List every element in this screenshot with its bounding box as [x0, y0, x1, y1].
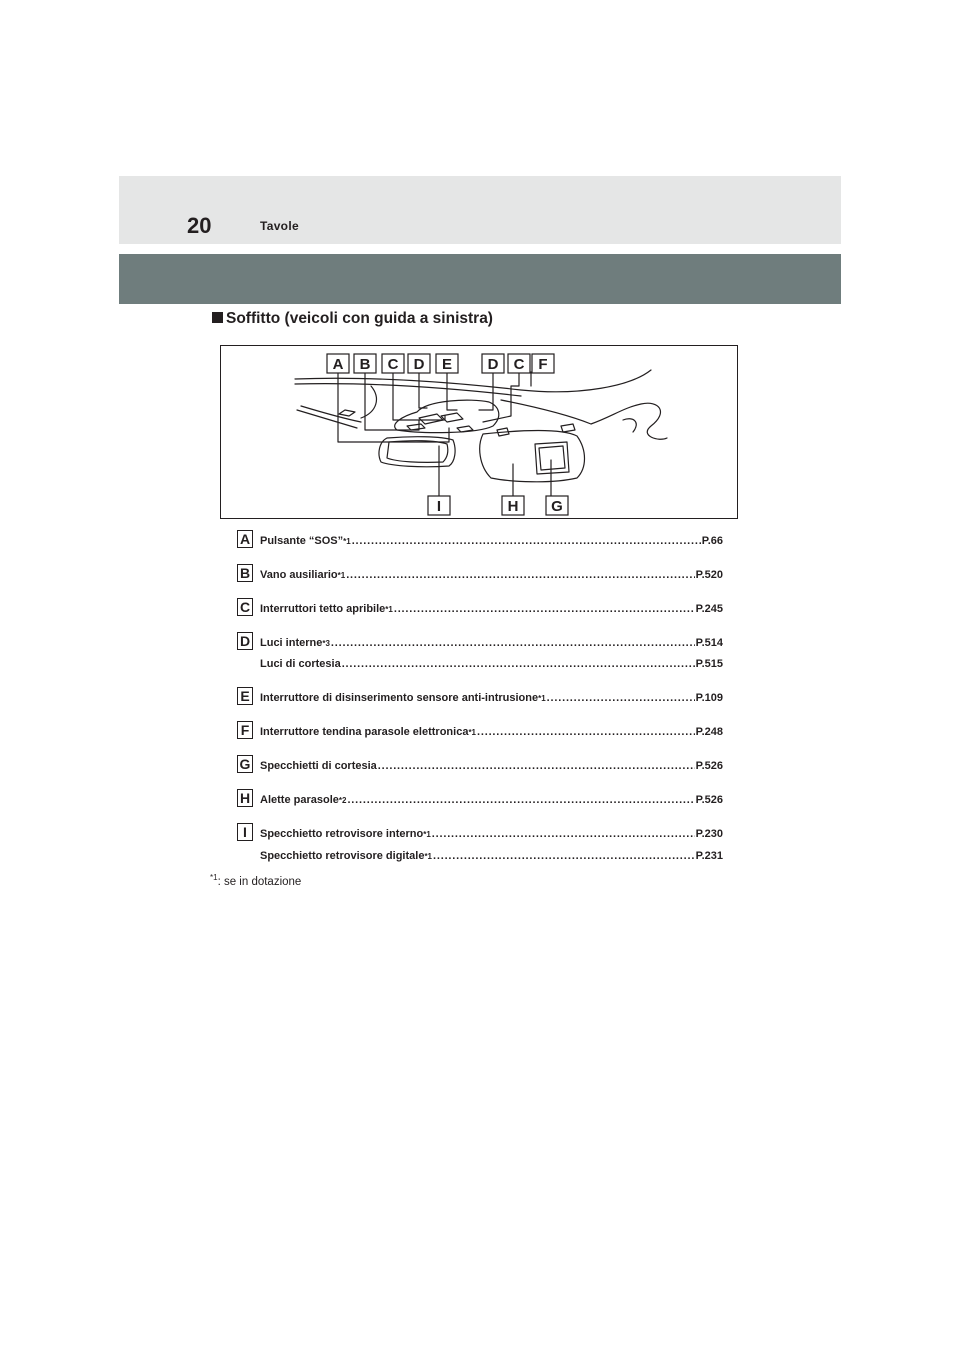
entry-line: [260, 658, 723, 670]
entry-line: Interruttore tendina parasole elettronica *1 ..... P.248: [260, 726, 723, 738]
leader-dots: [352, 535, 701, 547]
entry-line: Vano ausiliario *1 ..... P.520: [260, 569, 723, 581]
entry-name: Specchietto retrovisore digitale: [260, 850, 425, 862]
page-reference[interactable]: P.230: [695, 828, 723, 840]
leader-dots: [342, 658, 695, 670]
footnote-text: : se in dotazione: [217, 876, 302, 888]
page-reference[interactable]: P.109: [695, 692, 723, 704]
title-band: [119, 254, 841, 304]
page-reference[interactable]: P.231: [695, 850, 723, 862]
page-reference[interactable]: P.248: [695, 726, 723, 738]
page-reference[interactable]: P.514: [695, 637, 723, 649]
leader-dots: [477, 726, 695, 738]
entry-line: Specchietto retrovisore interno *1 ..... P.230: [260, 828, 723, 840]
entry-line: Interruttore di disinserimento sensore anti-intrusione *1 ..... P.109: [260, 692, 723, 704]
entry-line: [260, 760, 723, 772]
entry-e: [237, 687, 723, 709]
figure-label-g: G: [551, 498, 563, 515]
figure-label-a: A: [332, 356, 344, 373]
entry-name: Specchietti di cortesia: [260, 760, 377, 772]
entry-badge: D: [237, 632, 253, 650]
leader-dots: [433, 850, 695, 862]
entry-line: Luci interne *3 ..... P.514: [260, 637, 723, 649]
page-reference[interactable]: P.520: [695, 569, 723, 581]
figure-label-i: I: [436, 498, 442, 515]
leader-dots: [394, 603, 695, 615]
entry-badge: H: [237, 789, 253, 807]
entry-name: Luci di cortesia: [260, 658, 341, 670]
entry-name: Interruttore di disinserimento sensore anti-intrusione: [260, 692, 539, 704]
section-title-text: Soffitto (veicoli con guida a sinistra): [226, 310, 493, 327]
leader-dots: [432, 828, 695, 840]
ceiling-illustration: [220, 345, 738, 519]
entry-badge: C: [237, 598, 253, 616]
ceiling-drawing: [221, 346, 739, 520]
chapter-title: Tavole: [260, 219, 299, 233]
entry-name: Luci interne: [260, 637, 323, 649]
figure-label-h: H: [507, 498, 519, 515]
entry-name: Interruttore tendina parasole elettronica: [260, 726, 469, 738]
entry-name: Interruttori tetto apribile: [260, 603, 386, 615]
header-band: [119, 176, 841, 244]
entry-d: [237, 632, 723, 676]
entry-name: Alette parasole: [260, 794, 339, 806]
figure-label-e: E: [441, 356, 453, 373]
entry-line: Alette parasole *2 ..... P.526: [260, 794, 723, 806]
page-reference[interactable]: P.66: [701, 535, 723, 547]
entry-badge: E: [237, 687, 253, 705]
figure-label-d2: D: [487, 356, 499, 373]
entry-b: [237, 564, 723, 586]
section-square-icon: [212, 312, 223, 323]
entry-badge: F: [237, 721, 253, 739]
page-number: 20: [187, 213, 212, 238]
leader-dots: [346, 569, 694, 581]
figure-label-c2: C: [513, 356, 525, 373]
entry-i: [237, 823, 723, 867]
entry-line: Pulsante “SOS” *1 ..... P.66: [260, 535, 723, 547]
figure-label-b: B: [359, 356, 371, 373]
entry-h: [237, 789, 723, 811]
page-reference[interactable]: P.245: [695, 603, 723, 615]
section-title: [212, 310, 493, 328]
leader-dots: [547, 692, 695, 704]
footnote-mark: *1: [210, 873, 218, 882]
entry-f: [237, 721, 723, 743]
figure-label-f: F: [538, 356, 548, 373]
page-reference[interactable]: P.515: [695, 658, 723, 670]
entry-a: [237, 530, 723, 552]
leader-dots: [331, 637, 695, 649]
entry-badge: G: [237, 755, 253, 773]
leader-dots: [347, 794, 694, 806]
footnote: [210, 873, 301, 888]
entry-c: [237, 598, 723, 620]
entry-g: [237, 755, 723, 777]
leader-dots: [378, 760, 695, 772]
entry-line: Interruttori tetto apribile *1 ..... P.245: [260, 603, 723, 615]
page-reference[interactable]: P.526: [695, 760, 723, 772]
figure-label-c: C: [387, 356, 399, 373]
entry-line: Specchietto retrovisore digitale *1 ..... P.231: [260, 850, 723, 862]
entry-name: Specchietto retrovisore interno: [260, 828, 424, 840]
entry-badge: I: [237, 823, 253, 841]
entry-name: Vano ausiliario: [260, 569, 338, 581]
page-reference[interactable]: P.526: [695, 794, 723, 806]
entry-name: Pulsante “SOS”: [260, 535, 344, 547]
entry-badge: B: [237, 564, 253, 582]
figure-label-d: D: [413, 356, 425, 373]
entry-badge: A: [237, 530, 253, 548]
